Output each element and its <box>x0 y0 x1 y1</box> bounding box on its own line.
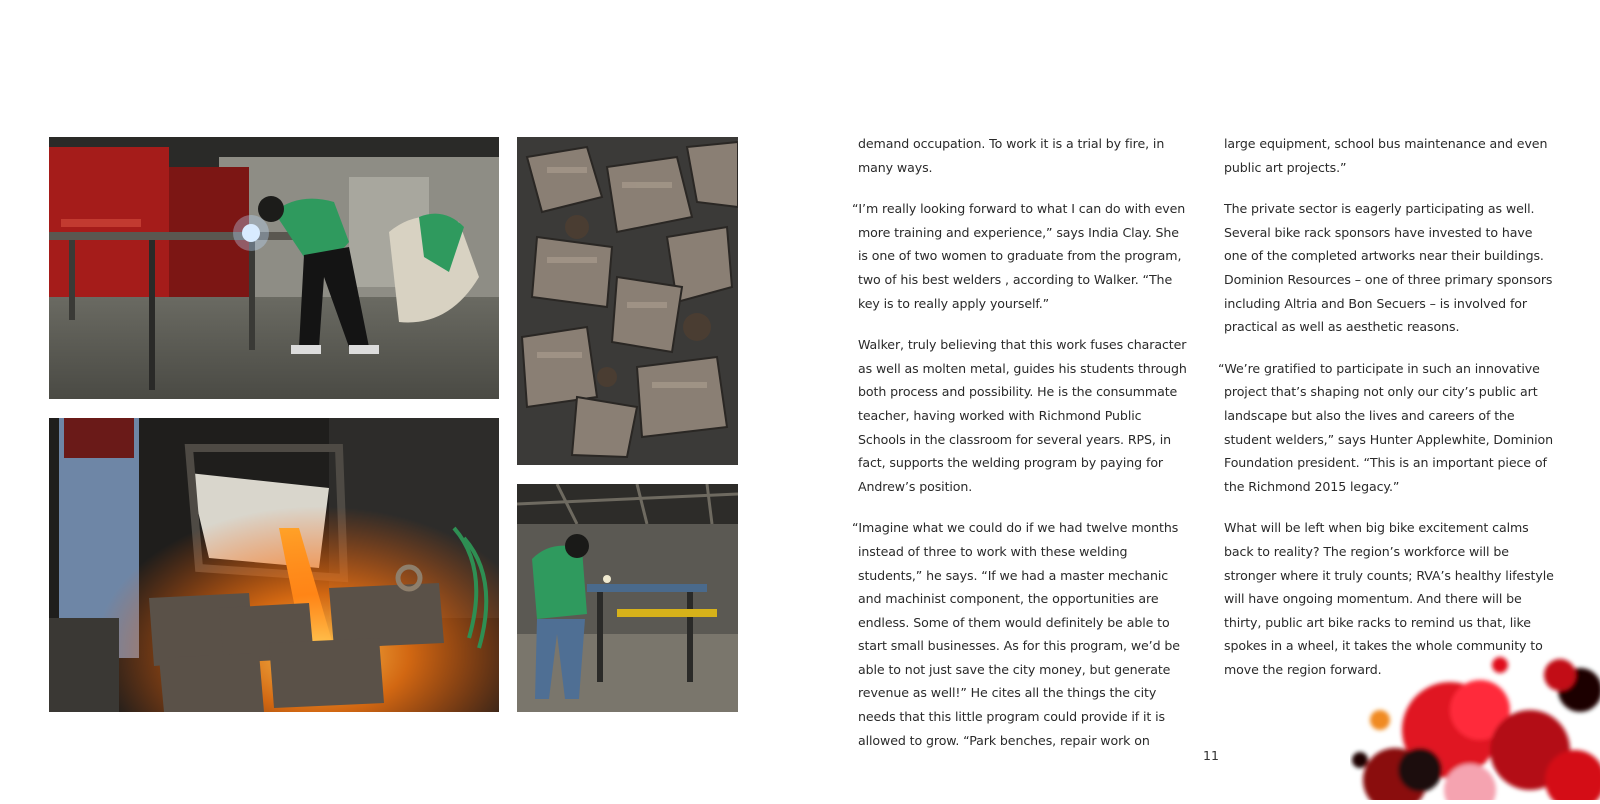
paragraph-quote-applewhite: “We’re gratified to participate in such an innovative project that’s shaping not only our city’s public art landscape but also the lives and careers of the student welders,” says Hunter Applewhite, Dominion Foundation president. “This is an important piece of the Richmond 2015 legacy.” <box>1218 360 1553 494</box>
photo-scrap-metal-pile <box>517 137 738 465</box>
paragraph: Walker, truly believing that this work fuses character as well as molten metal, guides his students through both process and possibility. He is the consummate teacher, having worked with Richmond Public Schools in the classroom for several years. RPS, in fact, supports the welding program by paying for Andrew’s position. <box>858 337 1187 494</box>
paragraph: large equipment, school bus maintenance and even public art projects.” <box>1224 136 1548 175</box>
photo-molten-metal-pour <box>49 418 499 712</box>
text-column-left <box>852 132 1190 770</box>
text-column-right <box>1218 132 1556 699</box>
paragraph: What will be left when big bike excitement calms back to reality? The region’s workforce will be stronger where it truly counts; RVA’s healthy lifestyle will have ongoing momentum. And there will be thirty, public art bike racks to remind us that, like spokes in a wheel, it takes the whole community to move the region forward. <box>1224 520 1554 677</box>
photo-student-grinding <box>517 484 738 712</box>
paragraph: The private sector is eagerly participating as well. Several bike rack sponsors have invested to have one of the completed artworks near their buildings. Dominion Resources – one of three primary sponsors including Altria and Bon Secuers – is involved for practical as well as aesthetic reasons. <box>1224 201 1553 335</box>
photo-welder-at-table <box>49 137 499 399</box>
page-number: 11 <box>1203 748 1219 763</box>
paragraph-quote-india-clay: “I’m really looking forward to what I can do with even more training and experience,” says India Clay. She is one of two women to graduate from the program, two of his best welders , according to Walker. “The key is to really apply yourself.” <box>852 201 1186 311</box>
paragraph: demand occupation. To work it is a trial by fire, in many ways. <box>858 136 1165 175</box>
paragraph-quote-walker: “Imagine what we could do if we had twelve months instead of three to work with these welding students,” he says. “If we had a master mechanic and machinist component, the opportunities are endless. Some of them would definitely be able to start small businesses. As for this program, we’d be able to not just save the city money, but generate revenue as well!” He cites all the things the city needs that this little program could provide if it is allowed to grow. “Park benches, repair work on <box>852 520 1180 748</box>
ink-splash-decoration <box>1350 630 1600 800</box>
